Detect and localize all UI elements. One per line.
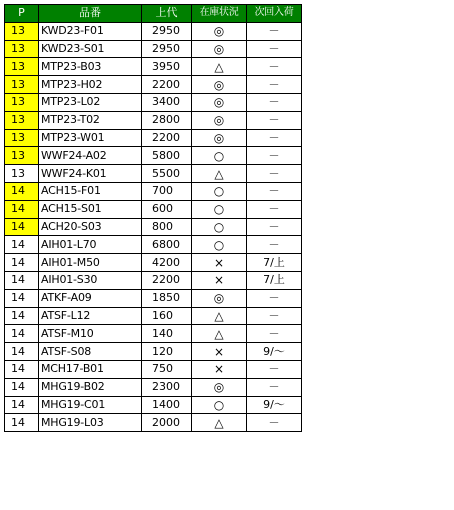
page-number-cell: 14 — [5, 343, 39, 361]
table-row — [5, 147, 302, 165]
price-cell: 1400 — [142, 396, 192, 414]
price-cell: 2300 — [142, 378, 192, 396]
page-number-cell: 14 — [5, 396, 39, 414]
product-code-cell: KWD23-S01 — [39, 40, 142, 58]
product-code-cell: MHG19-L03 — [39, 414, 142, 432]
stock-table — [4, 4, 302, 432]
product-code-cell: ACH20-S03 — [39, 218, 142, 236]
stock-status-cell: × — [192, 254, 247, 272]
next-arrival-cell: － — [247, 129, 302, 147]
next-arrival-cell: － — [247, 325, 302, 343]
next-arrival-cell: － — [247, 218, 302, 236]
next-arrival-cell: － — [247, 40, 302, 58]
product-code-cell: ATSF-L12 — [39, 307, 142, 325]
price-cell: 2950 — [142, 40, 192, 58]
page-number-cell: 14 — [5, 325, 39, 343]
table-row — [5, 271, 302, 289]
product-code-cell: ACH15-F01 — [39, 182, 142, 200]
product-code-cell: ATKF-A09 — [39, 289, 142, 307]
table-row — [5, 22, 302, 40]
price-cell: 2200 — [142, 271, 192, 289]
stock-status-cell: ◎ — [192, 93, 247, 111]
next-arrival-cell: － — [247, 360, 302, 378]
page-number-cell: 14 — [5, 236, 39, 254]
next-arrival-cell: 9/～ — [247, 343, 302, 361]
table-row — [5, 165, 302, 183]
next-arrival-cell: － — [247, 414, 302, 432]
table-row — [5, 396, 302, 414]
product-code-cell: MHG19-B02 — [39, 378, 142, 396]
table-body — [5, 22, 302, 431]
stock-status-cell: ◎ — [192, 76, 247, 94]
page-number-cell: 13 — [5, 22, 39, 40]
next-arrival-cell: － — [247, 236, 302, 254]
header-next: 次回入荷 — [247, 5, 302, 23]
product-code-cell: MCH17-B01 — [39, 360, 142, 378]
header-code: 品番 — [39, 5, 142, 23]
next-arrival-cell: － — [247, 22, 302, 40]
next-arrival-cell: － — [247, 111, 302, 129]
page-number-cell: 13 — [5, 165, 39, 183]
product-code-cell: MTP23-B03 — [39, 58, 142, 76]
stock-status-cell: △ — [192, 58, 247, 76]
stock-status-cell: ○ — [192, 200, 247, 218]
stock-status-cell: ◎ — [192, 129, 247, 147]
stock-status-cell: ○ — [192, 236, 247, 254]
header-p: P — [5, 5, 39, 23]
price-cell: 2950 — [142, 22, 192, 40]
product-code-cell: MHG19-C01 — [39, 396, 142, 414]
next-arrival-cell: 9/～ — [247, 396, 302, 414]
price-cell: 2200 — [142, 129, 192, 147]
stock-status-cell: × — [192, 271, 247, 289]
page-number-cell: 13 — [5, 129, 39, 147]
page-number-cell: 13 — [5, 58, 39, 76]
product-code-cell: WWF24-K01 — [39, 165, 142, 183]
page-number-cell: 13 — [5, 93, 39, 111]
page-number-cell: 14 — [5, 360, 39, 378]
next-arrival-cell: 7/上 — [247, 254, 302, 272]
price-cell: 800 — [142, 218, 192, 236]
price-cell: 5800 — [142, 147, 192, 165]
table-row — [5, 129, 302, 147]
page-number-cell: 14 — [5, 182, 39, 200]
table-row — [5, 111, 302, 129]
table-row — [5, 289, 302, 307]
page-number-cell: 14 — [5, 200, 39, 218]
header-price: 上代 — [142, 5, 192, 23]
table-row — [5, 200, 302, 218]
page-number-cell: 14 — [5, 289, 39, 307]
product-code-cell: MTP23-H02 — [39, 76, 142, 94]
product-code-cell: KWD23-F01 — [39, 22, 142, 40]
table-row — [5, 378, 302, 396]
table-row — [5, 58, 302, 76]
price-cell: 600 — [142, 200, 192, 218]
price-cell: 6800 — [142, 236, 192, 254]
page-number-cell: 13 — [5, 40, 39, 58]
price-cell: 3950 — [142, 58, 192, 76]
product-code-cell: WWF24-A02 — [39, 147, 142, 165]
table-row — [5, 325, 302, 343]
next-arrival-cell: － — [247, 76, 302, 94]
table-row — [5, 236, 302, 254]
next-arrival-cell: － — [247, 289, 302, 307]
stock-status-cell: △ — [192, 307, 247, 325]
stock-status-cell: ◎ — [192, 111, 247, 129]
stock-status-cell: ○ — [192, 218, 247, 236]
next-arrival-cell: － — [247, 147, 302, 165]
stock-status-cell: △ — [192, 414, 247, 432]
stock-status-cell: ◎ — [192, 22, 247, 40]
price-cell: 3400 — [142, 93, 192, 111]
stock-status-cell: ◎ — [192, 378, 247, 396]
table-row — [5, 414, 302, 432]
price-cell: 2800 — [142, 111, 192, 129]
table-row — [5, 218, 302, 236]
page-number-cell: 14 — [5, 218, 39, 236]
page-number-cell: 13 — [5, 76, 39, 94]
table-row — [5, 307, 302, 325]
table-row — [5, 182, 302, 200]
product-code-cell: ACH15-S01 — [39, 200, 142, 218]
stock-status-cell: ○ — [192, 147, 247, 165]
product-code-cell: AIH01-M50 — [39, 254, 142, 272]
page-number-cell: 14 — [5, 254, 39, 272]
product-code-cell: ATSF-S08 — [39, 343, 142, 361]
next-arrival-cell: － — [247, 165, 302, 183]
stock-status-cell: ○ — [192, 396, 247, 414]
stock-status-cell: △ — [192, 325, 247, 343]
stock-status-cell: △ — [192, 165, 247, 183]
table-row — [5, 360, 302, 378]
product-code-cell: AIH01-S30 — [39, 271, 142, 289]
price-cell: 120 — [142, 343, 192, 361]
next-arrival-cell: － — [247, 93, 302, 111]
header-row — [5, 5, 302, 23]
stock-status-cell: × — [192, 360, 247, 378]
header-status: 在庫状況 — [192, 5, 247, 23]
next-arrival-cell: 7/上 — [247, 271, 302, 289]
table-row — [5, 93, 302, 111]
table-row — [5, 254, 302, 272]
stock-status-cell: ○ — [192, 182, 247, 200]
next-arrival-cell: － — [247, 58, 302, 76]
table-row — [5, 76, 302, 94]
price-cell: 4200 — [142, 254, 192, 272]
price-cell: 140 — [142, 325, 192, 343]
product-code-cell: MTP23-W01 — [39, 129, 142, 147]
stock-status-cell: ◎ — [192, 40, 247, 58]
product-code-cell: AIH01-L70 — [39, 236, 142, 254]
price-cell: 2200 — [142, 76, 192, 94]
price-cell: 2000 — [142, 414, 192, 432]
page-number-cell: 14 — [5, 271, 39, 289]
price-cell: 160 — [142, 307, 192, 325]
table-row — [5, 40, 302, 58]
price-cell: 5500 — [142, 165, 192, 183]
page-number-cell: 14 — [5, 307, 39, 325]
page-number-cell: 14 — [5, 378, 39, 396]
price-cell: 1850 — [142, 289, 192, 307]
next-arrival-cell: － — [247, 200, 302, 218]
product-code-cell: ATSF-M10 — [39, 325, 142, 343]
page-number-cell: 13 — [5, 111, 39, 129]
next-arrival-cell: － — [247, 307, 302, 325]
next-arrival-cell: － — [247, 182, 302, 200]
price-cell: 700 — [142, 182, 192, 200]
product-code-cell: MTP23-L02 — [39, 93, 142, 111]
page-number-cell: 13 — [5, 147, 39, 165]
next-arrival-cell: － — [247, 378, 302, 396]
product-code-cell: MTP23-T02 — [39, 111, 142, 129]
stock-status-cell: × — [192, 343, 247, 361]
stock-status-cell: ◎ — [192, 289, 247, 307]
table-row — [5, 343, 302, 361]
table-header — [5, 5, 302, 23]
page-number-cell: 14 — [5, 414, 39, 432]
price-cell: 750 — [142, 360, 192, 378]
